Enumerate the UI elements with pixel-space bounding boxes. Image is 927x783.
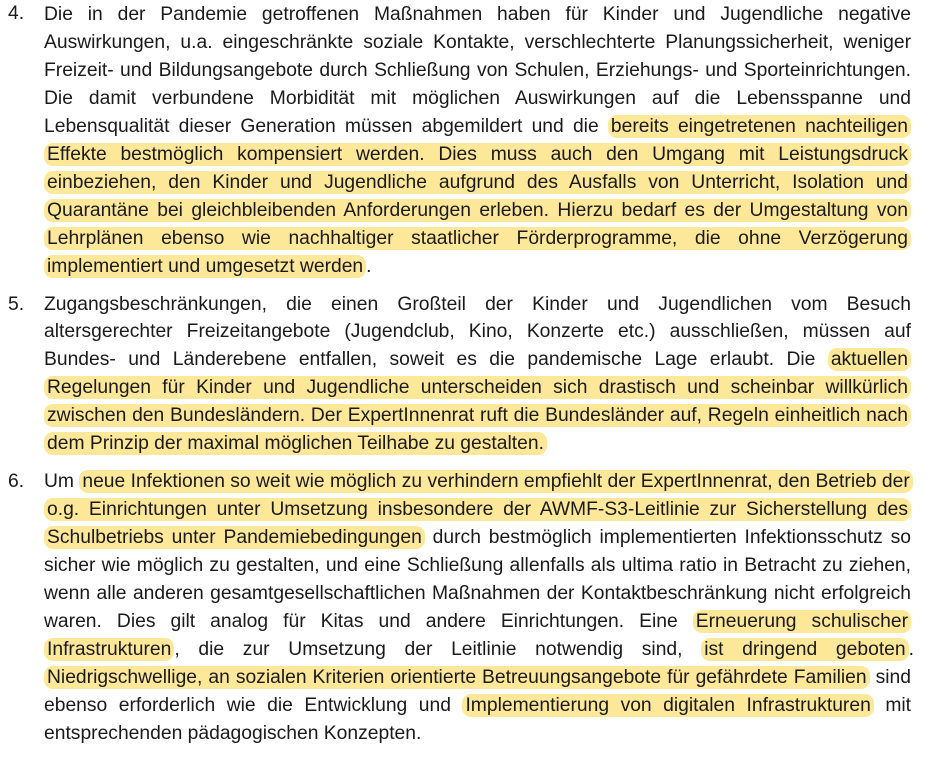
item-number: 5. xyxy=(8,293,25,315)
item-text xyxy=(44,468,914,748)
list-item-5 xyxy=(0,291,927,459)
text-segment: , die zur Umsetzung der Leitlinie notwendig sind, xyxy=(174,638,702,660)
item-text xyxy=(44,1,911,281)
text-segment: durch bestmöglich implementierten Infektionsschutz so sicher wie möglich zu gestalten, und eine Schließung allenfalls als ultima ratio in Betracht zu ziehen, wenn alle anderen gesamtgesellschaftlichen Maßnahmen der Kontaktbeschränkung nicht erfolgreich waren. Dies gilt analog für Kitas und andere Einrichtungen. Eine xyxy=(44,527,911,633)
highlighted-segment: Implementierung von digitalen Infrastrukturen xyxy=(462,694,873,717)
item-number: 6. xyxy=(8,471,25,493)
text-segment: Zugangsbeschränkungen, die einen Großteil der Kinder und Jugendlichen vom Besuch altersgerechter Freizeitangebote (Jugendclub, Kino, Konzerte etc.) ausschließen, müssen auf Bundes- und Länderebene entfallen, soweit es die pandemische Lage erlaubt. Die xyxy=(44,293,911,371)
item-text xyxy=(44,291,911,459)
text-segment: mit entsprechenden pädagogischen Konzepten. xyxy=(44,694,912,744)
highlighted-segment: Erneuerung schulischer Infrastrukturen xyxy=(44,610,911,661)
highlighted-segment: ist dringend geboten xyxy=(701,638,908,661)
highlighted-segment: Niedrigschwellige, an sozialen Kriterien orientierte Betreuungsangebote für gefährdete Familien xyxy=(44,666,870,689)
list-item-6 xyxy=(0,468,927,748)
text-segment: Um xyxy=(44,471,80,493)
highlighted-segment: bereits eingetretenen nachteiligen Effekte bestmöglich kompensiert werden. Dies muss auch den Umgang mit Leistungsdruck einbeziehen, den Kinder und Jugendliche aufgrund des Ausfalls von Unterricht, Isolation und Quarantäne bei gleichbleibenden Anforderungen erleben. Hierzu bedarf es der Umgestaltung von Lehrplänen ebenso wie nachhaltiger staatlicher Förderprogramme, die ohne Verzögerung implementiert und umgesetzt werden xyxy=(44,115,911,278)
list-item-4 xyxy=(0,0,927,281)
highlighted-segment: neue Infektionen so weit wie möglich zu verhindern empfiehlt der ExpertInnenrat, den Betrieb der o.g. Einrichtungen unter Umsetzung insbesondere der AWMF-S3-Leitlinie zur Sicherstellung des Schulbetriebs unter Pandemiebedingungen xyxy=(44,470,913,549)
text-segment: Die in der Pandemie getroffenen Maßnahmen haben für Kinder und Jugendliche negative Auswirkungen, u.a. eingeschränkte soziale Kontakte, verschlechterte Planungssicherheit, weniger Freizeit- und Bildungsangebote durch Schließung von Schulen, Erziehungs- und Sporteinrichtungen. Die damit verbundene Morbidität mit möglichen Auswirkungen auf die Lebensspanne und Lebensqualität dieser Generation müssen abgemildert und die xyxy=(44,4,911,137)
text-segment: . xyxy=(908,638,914,660)
text-segment: sind ebenso erforderlich wie die Entwicklung und xyxy=(44,666,911,716)
text-segment: . xyxy=(366,255,372,277)
item-number: 4. xyxy=(8,3,25,24)
highlighted-segment: aktuellen Regelungen für Kinder und Jugendliche unterscheiden sich drastisch und scheinbar willkürlich zwischen den Bundesländern. Der ExpertInnenrat ruft die Bundesländer auf, Regeln einheitlich nach dem Prinzip der maximal möglichen Teilhabe zu gestalten. xyxy=(44,348,911,455)
